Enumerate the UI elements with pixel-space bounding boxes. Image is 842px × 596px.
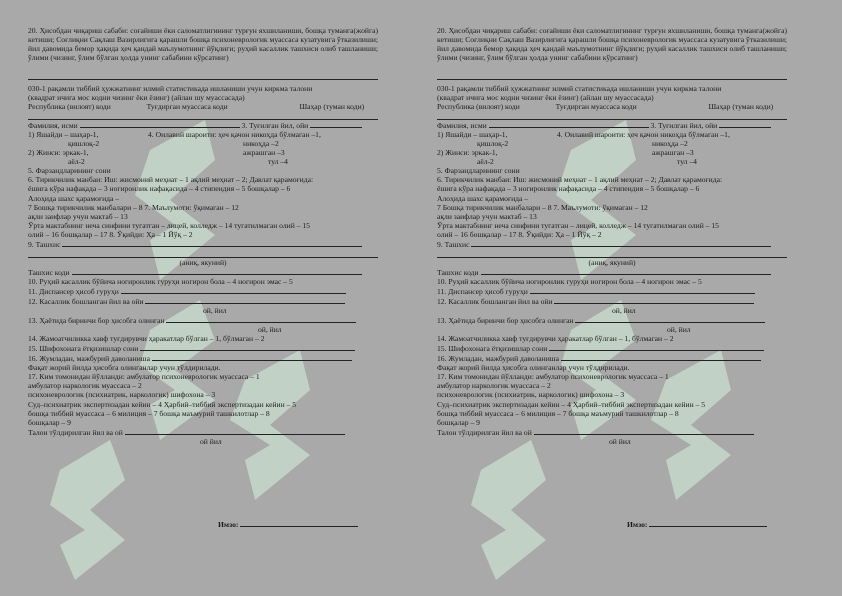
talon-label: Талон тўлдирилган йил ва ой [437,427,532,437]
talon-row [28,427,378,437]
birth-field[interactable] [310,120,362,128]
marital-married: никоҳда –2 [652,139,688,149]
onset-label: 12. Касаллик бошланган йил ва ойи [28,296,144,306]
residence-row [28,130,378,139]
name-row [28,120,378,130]
education-2: ақли заифлар учун мактаб – 13 [28,211,128,221]
city-code-label: Шаҳар (туман коди) [299,102,365,112]
talon-field[interactable] [125,427,345,435]
referral-5: бошқа тиббий муассаса – 6 милиция – 7 бошқа маъмурий ташкилотлар – 8 [437,408,679,418]
discharge-reason-line[interactable] [437,71,787,80]
marital-status: 4. Оилавий шароити: ҳеч қачон никоҳда бўлмаган –1, [557,130,730,140]
diagnosis-note: (аниқ, якуний) [179,257,227,267]
marital-married: никоҳда –2 [243,139,279,149]
first-registered-month-year: ой, йил [667,325,691,335]
first-registered-row [437,315,787,325]
talon-row [437,427,787,437]
dispensary-field[interactable] [530,286,755,294]
form-page-right [421,0,842,596]
forced-treatment-field[interactable] [561,353,761,361]
city-code-label: Шаҳар (туман коди) [708,102,774,112]
onset-row [28,296,378,306]
birth-label: 3. Туғилган йил, ойи [650,121,718,131]
residence-row-2 [437,139,787,148]
onset-row [437,296,787,306]
first-registered-month-year: ой, йил [258,325,282,335]
talon-field[interactable] [534,427,754,435]
diagnosis-note: (аниқ, якуний) [588,257,636,267]
surname-label: Фамилия, исми [437,121,487,131]
hospitalizations-row [28,343,378,353]
residence-village: қишлоқ-2 [477,139,509,149]
codes-line[interactable] [28,111,378,120]
hospitalizations-field[interactable] [140,343,355,351]
danger-actions: 14. Жамоатчиликка хавф туғдирувчи ҳаракатлар бўлган – 1, бўлмаган – 2 [28,334,265,344]
diagnosis-field[interactable] [62,239,362,247]
discharge-reason-line[interactable] [28,71,378,80]
codes-line[interactable] [437,111,787,120]
residence-row-2 [28,139,378,148]
sex-row-2 [28,157,378,166]
residence-city: 1) Яшайди – шаҳар-1, [437,130,508,140]
referral-2: амбулатор наркологик муассаса – 2 [437,381,551,391]
hospitalizations-field[interactable] [549,343,764,351]
form-text-right [437,26,787,446]
marital-divorced: ажрашган –3 [652,148,694,158]
education-2: ақли заифлар учун мактаб – 13 [437,211,537,221]
education: 7 Бошқа тирикчилик манбалари – 8 7. Маълумоти: ўқимаган – 12 [28,202,239,212]
marital-widowed: тул –4 [677,157,697,167]
referral-6: бошқалар – 9 [437,417,480,427]
diag-code-row [28,267,378,277]
region-code-label: Республика (вилоят) коди [437,102,520,112]
institution-code-label: Туғдирган муассаса коди [555,102,637,112]
signature-row [627,519,767,529]
surname-label: Фамилия, исми [28,121,78,131]
education-4: олий – 16 бошқалар – 17 8. Ўқийди: Ҳа – 1 Йўқ – 2 [437,229,602,239]
diagnosis-line[interactable] [28,249,378,258]
danger-actions: 14. Жамоатчиликка хавф туғдирувчи ҳаракатлар бўлган – 1, бўлмаган – 2 [437,334,674,344]
first-registered-label: 13. Ҳаётида биринчи бор ҳисобга олинган [437,316,574,326]
marital-status: 4. Оилавий шароити: ҳеч қачон никоҳда бўлмаган –1, [148,130,321,140]
diag-code-field[interactable] [481,267,771,275]
dispensary-row [28,286,378,296]
referral-4: Суд–психиатрик экспертизадан кейин – 4 Ҳарбий–тиббий экспертизадан кейин – 5 [28,399,297,409]
sex-row [437,148,787,157]
diag-code-label: Ташхис коди [28,267,70,277]
forced-treatment-row [437,353,787,363]
surname-field[interactable] [80,120,240,128]
institution-code-label: Туғдирган муассаса коди [146,102,228,112]
onset-month-year: ой, йил [612,306,636,316]
region-labels [437,102,787,111]
diag-code-label: Ташхис коди [437,267,479,277]
hospitalizations-label: 15. Шифохонага ётқизишлар сони [28,344,139,354]
children-count: 5. Фарзандларининг сони [28,166,111,176]
region-labels [28,102,378,111]
residence-city: 1) Яшайди – шаҳар-1, [28,130,99,140]
onset-month-year: ой, йил [203,306,227,316]
dispensary-row [437,286,787,296]
income-source: 6. Тирикчилик манбаи: Иш: жисмоний меҳнат – 1 ақлий меҳнат – 2; Давлат қарамоғида: [28,175,314,185]
signature-label: Имзо: [218,520,239,529]
signature-field[interactable] [649,519,767,527]
referral: 17. Ким томонидан йўлланди: амбулатор психоневрологик муассаса – 1 [437,372,669,382]
discharge-reason: 20. Ҳисобдан чиқариш сабаби: соғайиши ёки саломатлигининг турғун яхшиланиши, бошқа туманга(жойга) кетиши; Соғлиқни Сақлаш Вазирлигига қарашли бошқа психоневрологик муассаса кузатувига ўтказилиши; йил давомида бемор ҳақида ҳеч қандай маълумотнинг йўқлиги; руҳий касаллик ташхиси олиб ташланиши; ўлими (чизинг, ўлим бўлган ҳолда унинг сабабини кўрсатинг) [28,26,378,63]
surname-field[interactable] [489,120,649,128]
dispensary-label: 11. Диспансер ҳисоб гуруҳи [28,286,119,296]
forced-treatment-row [28,353,378,363]
referral-6: бошқалар – 9 [28,417,71,427]
marital-widowed: тул –4 [268,157,288,167]
forced-treatment-label: 16. Жумладан, мажбурий даволаниша [28,354,151,364]
education-3: Ўрта мактабнинг неча синфини тугатган – лицей, колледж – 14 тугатилмаган олий – 15 [437,220,719,230]
referral-2: амбулатор наркологик муассаса – 2 [28,381,142,391]
form-text-left [28,26,378,446]
disability-group: 10. Руҳий касаллик бўйича ногиронлик гуруҳи ногирон бола – 4 ногирон эмас – 5 [437,276,702,286]
hospitalizations-label: 15. Шифохонага ётқизишлар сони [437,344,548,354]
first-registered-field[interactable] [166,315,356,323]
forced-treatment-field[interactable] [152,353,352,361]
sex-male: 2) Жинси: эркак-1, [437,148,498,158]
form-subtitle: (квадрат ичига мос кодни чизинг ёки ёзинг) (айлан шу муассасада) [437,93,654,103]
children-count: 5. Фарзандларининг сони [437,166,520,176]
onset-field[interactable] [145,296,345,304]
first-registered-row [28,315,378,325]
onset-label: 12. Касаллик бошланган йил ва ойи [437,296,553,306]
form-title: 030-1 рақамли тиббий ҳужжатнинг илмий статистикада ишланиши учун киркма талони [437,84,722,93]
talon-month-year: ой йил [609,436,631,446]
referral: 17. Ким томонидан йўлланди: амбулатор психоневрологик муассаса – 1 [28,372,260,382]
first-registered-field[interactable] [575,315,765,323]
diagnosis-line[interactable] [437,249,787,258]
diagnosis-field[interactable] [471,239,771,247]
onset-field[interactable] [554,296,754,304]
form-subtitle: (квадрат ичига мос кодни чизинг ёки ёзинг) (айлан шу муассасада) [28,93,245,103]
current-year-note: Фақат жорий йилда ҳисобга олинганлар учун тўлдирилади. [28,363,221,373]
referral-5: бошқа тиббий муассаса – 6 милиция – 7 бошқа маъмурий ташкилотлар – 8 [28,408,270,418]
current-year-note: Фақат жорий йилда ҳисобга олинганлар учун тўлдирилади. [437,363,630,373]
diagnosis-label: 9. Ташхис [437,239,470,249]
sex-row-2 [437,157,787,166]
dispensary-field[interactable] [121,286,346,294]
discharge-reason: 20. Ҳисобдан чиқариш сабаби: соғайиши ёки саломатлигининг турғун яхшиланиши, бошқа туманга(жойга) кетиши; Соғлиқни Сақлаш Вазирлигига қарашли бошқа психоневрологик муассаса кузатувига ўтказилиши; йил давомида бемор ҳақида ҳеч қандай маълумотнинг йўқлиги; руҳий касаллик ташхиси олиб ташланиши; ўлими (чизинг, ўлим бўлган ҳолда унинг сабабини кўрсатинг) [437,26,787,63]
diag-code-row [437,267,787,277]
diagnosis-label: 9. Ташхис [28,239,61,249]
sex-female: аёл-2 [477,157,494,167]
diagnosis-row [437,239,787,249]
income-source-2: ёшига кўра нафақада – 3 ногиронлик нафақасида – 4 стипендия – 5 бошқалар – 6 [28,184,291,194]
signature-label: Имзо: [627,520,648,529]
forced-treatment-label: 16. Жумладан, мажбурий даволаниша [437,354,560,364]
dispensary-label: 11. Диспансер ҳисоб гуруҳи [437,286,528,296]
diagnosis-row [28,239,378,249]
talon-label: Талон тўлдирилган йил ва ой [28,427,123,437]
education-4: олий – 16 бошқалар – 17 8. Ўқийди: Ҳа – 1 Йўқ – 2 [28,229,193,239]
birth-label: 3. Туғилган йил, ойи [241,121,309,131]
disability-group: 10. Руҳий касаллик бўйича ногиронлик гуруҳи ногирон бола – 4 ногирон эмас – 5 [28,276,293,286]
residence-row [437,130,787,139]
first-registered-label: 13. Ҳаётида биринчи бор ҳисобга олинган [28,316,165,326]
signature-field[interactable] [240,519,358,527]
talon-month-year: ой йил [200,436,222,446]
referral-3: психоневрологик (психиатрик, наркологик) шифохона – 3 [437,390,625,400]
income-source-3: Алоҳида шахс қарамоғида – [28,193,120,203]
referral-4: Суд–психиатрик экспертизадан кейин – 4 Ҳарбий–тиббий экспертизадан кейин – 5 [437,399,706,409]
diag-code-field[interactable] [72,267,362,275]
region-code-label: Республика (вилоят) коди [28,102,111,112]
birth-field[interactable] [719,120,771,128]
income-source-3: Алоҳида шахс қарамоғида – [437,193,529,203]
sex-row [28,148,378,157]
marital-divorced: ажрашган –3 [243,148,285,158]
form-title: 030-1 рақамли тиббий ҳужжатнинг илмий статистикада ишланиши учун киркма талони [28,84,313,93]
residence-village: қишлоқ-2 [68,139,100,149]
education: 7 Бошқа тирикчилик манбалари – 8 7. Маълумоти: ўқимаган – 12 [437,202,648,212]
income-source: 6. Тирикчилик манбаи: Иш: жисмоний меҳнат – 1 ақлий меҳнат – 2; Давлат қарамоғида: [437,175,723,185]
sex-female: аёл-2 [68,157,85,167]
education-3: Ўрта мактабнинг неча синфини тугатган – лицей, колледж – 14 тугатилмаган олий – 15 [28,220,310,230]
hospitalizations-row [437,343,787,353]
sex-male: 2) Жинси: эркак-1, [28,148,89,158]
referral-3: психоневрологик (психиатрик, наркологик) шифохона – 3 [28,390,216,400]
signature-row [218,519,358,529]
name-row [437,120,787,130]
income-source-2: ёшига кўра нафақада – 3 ногиронлик нафақасида – 4 стипендия – 5 бошқалар – 6 [437,184,700,194]
